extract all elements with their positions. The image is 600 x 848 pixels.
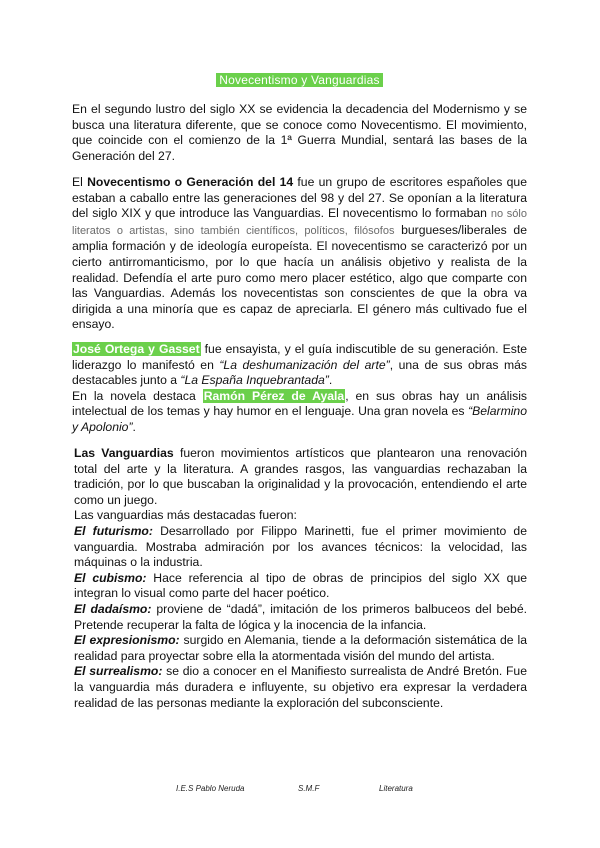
perez-work: “Belarmino y Apolonio” [72, 404, 527, 434]
vanguardias-section [74, 446, 527, 711]
ortega-text-3: . [328, 373, 333, 388]
ortega-work-1: “La deshumanización del arte” [219, 357, 390, 372]
list-item-text: Hace referencia al tipo de obras de principios del siglo XX que integran lo visual como parte del hacer poético. [74, 570, 527, 601]
list-item-term: El futurismo: [74, 523, 153, 538]
perez-text-3: . [132, 419, 136, 434]
list-item-term: El dadaísmo: [74, 601, 152, 616]
perez-text-2: , en sus obras hay un análisis intelectual de los temas y hay humor en el lenguaje. Una gran novela es [72, 388, 528, 419]
intro-section [72, 102, 527, 164]
novecentismo-gray-text: no sólo literatos o artistas, sino también científicos, políticos, filósofos [72, 208, 527, 237]
novecentismo-paragraph [72, 175, 527, 333]
footer-subject: Literatura [379, 784, 413, 793]
ortega-text-1: fue ensayista, y el guía indiscutible de su generación. Este liderazgo lo manifestó en [72, 342, 527, 372]
list-item-term: El expresionismo: [74, 633, 180, 648]
list-item-text: se dio a conocer en el Manifiesto surrealista de André Bretón. Fue la vanguardia más duradera e influyente, su objetivo era expresar la verdadera realidad de las personas mediante la exploración del subconsciente. [74, 664, 527, 710]
ortega-paragraph [72, 342, 527, 389]
ortega-work-2: “La España Inquebrantada” [180, 373, 329, 388]
vanguardias-list-intro: Las vanguardias más destacadas fueron: [74, 508, 297, 523]
list-item-cubismo [74, 571, 527, 602]
list-item-futurismo [74, 524, 527, 571]
novecentismo-section [72, 175, 527, 333]
perez-name-highlight: Ramón Pérez de Ayala [203, 388, 345, 403]
intro-paragraph: En el segundo lustro del siglo XX se evidencia la decadencia del Modernismo y se busca una literatura diferente, que se conoce como Novecentismo. El movimiento, que coincide con el comienzo de la 1ª Guerra Mundial, sentará las bases de la Generación del 27. [72, 102, 527, 163]
novecentismo-term: Novecentismo o Generación del 14 [87, 175, 294, 189]
list-item-dadaismo [74, 602, 527, 633]
novecentismo-text-3: burgueses/liberales de amplia formación y de ideología europeísta. El novecentismo se caracterizó por un cierto antirromanticismo, por lo que hacía un análisis objetivo y realista de la realidad. Defendía el arte puro como mero placer estético, algo que comparte con las Vanguardias. Además los novecentistas son conscientes de que la obra va dirigida a una minoría que es capaz de apreciarla. El género más cultivado fue el ensayo. [72, 222, 527, 332]
novecentismo-text-2: fue un grupo de escritores españoles que estaban a caballo entre las generaciones del 98 y del 27. Se oponían a la literatura del siglo XIX y que introduce las Vanguardias. El novecentismo lo formaban [72, 175, 527, 221]
vanguardias-paragraph [74, 446, 527, 508]
list-item-term: El surrealismo: [74, 664, 163, 679]
ortega-name-highlight: José Ortega y Gasset [73, 342, 200, 356]
list-item-text: surgido en Alemania, tiende a la deformación sistemática de la realidad para proyectar sobre ella la atormentada visión del mundo del artista. [74, 633, 527, 663]
authors-section [72, 342, 527, 436]
footer-school: I.E.S Pablo Neruda [176, 784, 245, 793]
list-item-expresionismo [74, 633, 527, 664]
vanguardias-text: fueron movimientos artísticos que plantearon una renovación total del arte y la literatura. A grandes rasgos, las vanguardias rechazaban la tradición, por lo que buscaban la originalidad y la provocación, entendiendo el arte como un juego. [74, 446, 527, 507]
title-container [72, 71, 527, 89]
footer-initials: S.M.F [298, 784, 320, 793]
list-item-surrealismo [74, 664, 527, 711]
list-item-text: proviene de “dadá”, imitación de los primeros balbuceos del bebé. Pretende recuperar la falta de lógica y la inocencia de la infancia. [74, 601, 527, 632]
novecentismo-text-1: El [72, 175, 88, 189]
list-item-text: Desarrollado por Filippo Marinetti, fue el primer movimiento de vanguardia. Mostraba admiración por los avances técnicos: la velocidad, las máquinas o la industria. [74, 523, 527, 570]
perez-text-1: En la novela destaca [72, 388, 203, 403]
perez-paragraph [72, 389, 527, 436]
vanguardias-term: Las Vanguardias [74, 446, 174, 460]
page-title: Novecentismo y Vanguardias [216, 73, 382, 87]
list-item-term: El cubismo: [74, 570, 147, 585]
ortega-text-2: , una de sus obras más destacables junto a [72, 357, 527, 388]
